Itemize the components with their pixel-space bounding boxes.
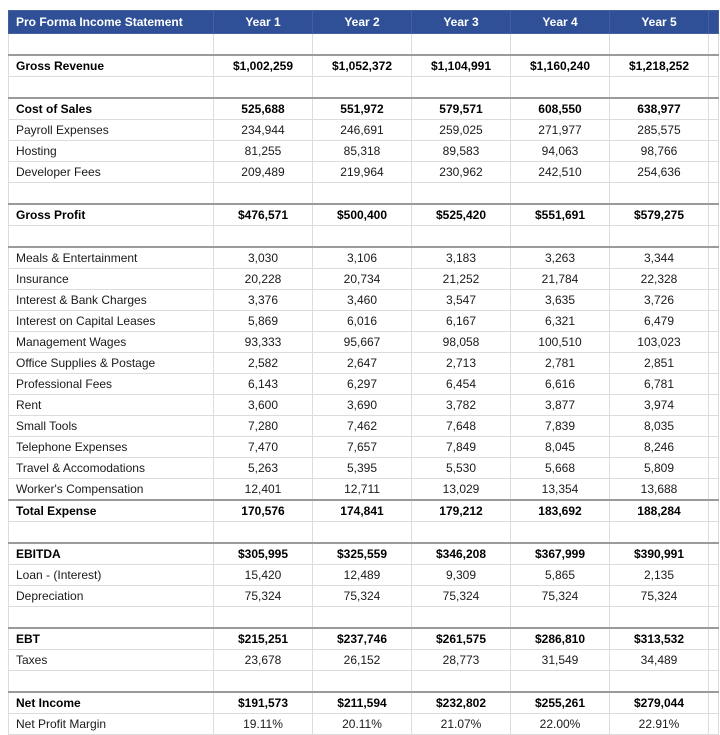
cell-value: 21.07% xyxy=(412,714,511,735)
cell-value xyxy=(313,34,412,56)
sliver-cell xyxy=(709,77,719,99)
row-label xyxy=(9,183,214,205)
cell-value: 21,784 xyxy=(511,269,610,290)
cell-value: 209,489 xyxy=(214,162,313,183)
cell-value: 31,549 xyxy=(511,650,610,671)
cell-value: 13,688 xyxy=(610,479,709,501)
sliver-cell xyxy=(709,522,719,544)
cell-value: $367,999 xyxy=(511,543,610,565)
table-row xyxy=(9,479,719,501)
cell-value: 170,576 xyxy=(214,500,313,522)
table-row xyxy=(9,141,719,162)
sliver-cell xyxy=(709,290,719,311)
cell-value: 234,944 xyxy=(214,120,313,141)
cell-value xyxy=(610,34,709,56)
row-label xyxy=(9,607,214,629)
cell-value: $286,810 xyxy=(511,628,610,650)
cell-value: 3,030 xyxy=(214,247,313,269)
row-label: Meals & Entertainment xyxy=(9,247,214,269)
sliver-cell xyxy=(709,586,719,607)
cell-value xyxy=(313,183,412,205)
cell-value: 12,489 xyxy=(313,565,412,586)
cell-value: 7,657 xyxy=(313,437,412,458)
cell-value: 3,460 xyxy=(313,290,412,311)
cell-value: 3,183 xyxy=(412,247,511,269)
cell-value: 254,636 xyxy=(610,162,709,183)
row-label: Insurance xyxy=(9,269,214,290)
income-statement-table xyxy=(8,10,719,735)
cell-value xyxy=(214,34,313,56)
cell-value: 12,711 xyxy=(313,479,412,501)
cell-value xyxy=(511,34,610,56)
cell-value xyxy=(610,522,709,544)
cell-value: 6,321 xyxy=(511,311,610,332)
cell-value: $551,691 xyxy=(511,204,610,226)
cell-value xyxy=(412,671,511,693)
cell-value: $476,571 xyxy=(214,204,313,226)
sliver-cell xyxy=(709,162,719,183)
cell-value: 22,328 xyxy=(610,269,709,290)
cell-value: 95,667 xyxy=(313,332,412,353)
cell-value xyxy=(313,226,412,248)
sliver-cell xyxy=(709,55,719,77)
cell-value xyxy=(511,522,610,544)
sliver-cell xyxy=(709,671,719,693)
cell-value: $1,104,991 xyxy=(412,55,511,77)
cell-value: 638,977 xyxy=(610,98,709,120)
row-label: Small Tools xyxy=(9,416,214,437)
sliver-cell xyxy=(709,247,719,269)
row-label xyxy=(9,34,214,56)
cell-value: 103,023 xyxy=(610,332,709,353)
cell-value: 2,582 xyxy=(214,353,313,374)
cell-value: $211,594 xyxy=(313,692,412,714)
sliver-cell xyxy=(709,332,719,353)
cell-value xyxy=(313,607,412,629)
table-row xyxy=(9,650,719,671)
cell-value: 174,841 xyxy=(313,500,412,522)
cell-value xyxy=(313,77,412,99)
cell-value xyxy=(412,226,511,248)
cell-value xyxy=(214,183,313,205)
table-row xyxy=(9,162,719,183)
cell-value xyxy=(214,226,313,248)
cell-value: 2,135 xyxy=(610,565,709,586)
spacer-row xyxy=(9,183,719,205)
row-label: Rent xyxy=(9,395,214,416)
sliver-cell xyxy=(709,120,719,141)
row-label: Telephone Expenses xyxy=(9,437,214,458)
table-row xyxy=(9,395,719,416)
table-row xyxy=(9,332,719,353)
table-row xyxy=(9,500,719,522)
table-row xyxy=(9,458,719,479)
sliver-cell xyxy=(709,628,719,650)
row-label: Management Wages xyxy=(9,332,214,353)
table-row xyxy=(9,247,719,269)
cell-value: 21,252 xyxy=(412,269,511,290)
cell-value: 8,035 xyxy=(610,416,709,437)
spacer-row xyxy=(9,226,719,248)
cell-value: 5,809 xyxy=(610,458,709,479)
cell-value: 6,479 xyxy=(610,311,709,332)
cell-value: 2,713 xyxy=(412,353,511,374)
cell-value: $261,575 xyxy=(412,628,511,650)
cell-value: 15,420 xyxy=(214,565,313,586)
cell-value: 2,781 xyxy=(511,353,610,374)
row-label: Worker's Compensation xyxy=(9,479,214,501)
table-row xyxy=(9,98,719,120)
column-header-year-4: Year 4 xyxy=(511,11,610,34)
row-label: Depreciation xyxy=(9,586,214,607)
cell-value: 188,284 xyxy=(610,500,709,522)
cell-value: $346,208 xyxy=(412,543,511,565)
spacer-row xyxy=(9,522,719,544)
cell-value: 6,297 xyxy=(313,374,412,395)
sliver-cell xyxy=(709,565,719,586)
table-row xyxy=(9,714,719,735)
cell-value: 98,766 xyxy=(610,141,709,162)
cell-value: $390,991 xyxy=(610,543,709,565)
row-label xyxy=(9,77,214,99)
cell-value xyxy=(610,671,709,693)
row-label: Net Profit Margin xyxy=(9,714,214,735)
cell-value: $191,573 xyxy=(214,692,313,714)
cell-value: $255,261 xyxy=(511,692,610,714)
table-row xyxy=(9,120,719,141)
table-row xyxy=(9,204,719,226)
cell-value: 22.00% xyxy=(511,714,610,735)
cell-value xyxy=(214,77,313,99)
cell-value: 75,324 xyxy=(313,586,412,607)
cell-value: 94,063 xyxy=(511,141,610,162)
cell-value: 525,688 xyxy=(214,98,313,120)
cell-value xyxy=(412,183,511,205)
cell-value: 219,964 xyxy=(313,162,412,183)
sliver-cell xyxy=(709,98,719,120)
cell-value xyxy=(511,607,610,629)
table-row xyxy=(9,55,719,77)
spacer-row xyxy=(9,607,719,629)
cell-value xyxy=(610,607,709,629)
sliver-cell xyxy=(709,458,719,479)
table-row xyxy=(9,586,719,607)
cell-value: $215,251 xyxy=(214,628,313,650)
cell-value: 93,333 xyxy=(214,332,313,353)
sliver-cell xyxy=(709,416,719,437)
cell-value: 285,575 xyxy=(610,120,709,141)
sliver-cell xyxy=(709,374,719,395)
row-label: Developer Fees xyxy=(9,162,214,183)
cell-value xyxy=(511,183,610,205)
table-row xyxy=(9,692,719,714)
cell-value xyxy=(511,77,610,99)
cell-value: 20.11% xyxy=(313,714,412,735)
cell-value: 75,324 xyxy=(511,586,610,607)
row-label: EBT xyxy=(9,628,214,650)
cell-value xyxy=(313,671,412,693)
row-label xyxy=(9,522,214,544)
cell-value: 6,167 xyxy=(412,311,511,332)
cell-value: $305,995 xyxy=(214,543,313,565)
cell-value: $232,802 xyxy=(412,692,511,714)
cell-value: 98,058 xyxy=(412,332,511,353)
sliver-cell xyxy=(709,226,719,248)
cell-value: 3,547 xyxy=(412,290,511,311)
row-label: Hosting xyxy=(9,141,214,162)
table-row xyxy=(9,416,719,437)
cell-value: $1,002,259 xyxy=(214,55,313,77)
cell-value: 183,692 xyxy=(511,500,610,522)
row-label xyxy=(9,226,214,248)
cell-value: 230,962 xyxy=(412,162,511,183)
cell-value xyxy=(313,522,412,544)
cell-value: $237,746 xyxy=(313,628,412,650)
sliver-cell xyxy=(709,204,719,226)
cell-value: 3,263 xyxy=(511,247,610,269)
column-header-year-3: Year 3 xyxy=(412,11,511,34)
cell-value: 5,395 xyxy=(313,458,412,479)
cell-value xyxy=(610,226,709,248)
cell-value: 13,029 xyxy=(412,479,511,501)
sliver-cell xyxy=(709,183,719,205)
row-label: Office Supplies & Postage xyxy=(9,353,214,374)
sliver-cell xyxy=(709,269,719,290)
cell-value: 6,016 xyxy=(313,311,412,332)
cell-value: 6,143 xyxy=(214,374,313,395)
sliver-cell xyxy=(709,543,719,565)
cell-value: 3,974 xyxy=(610,395,709,416)
cell-value: 3,782 xyxy=(412,395,511,416)
cell-value: 19.11% xyxy=(214,714,313,735)
sliver-cell xyxy=(709,353,719,374)
cell-value: 6,616 xyxy=(511,374,610,395)
cell-value: 2,647 xyxy=(313,353,412,374)
cell-value: 89,583 xyxy=(412,141,511,162)
cell-value: 7,462 xyxy=(313,416,412,437)
row-label: Taxes xyxy=(9,650,214,671)
column-header-year-2: Year 2 xyxy=(313,11,412,34)
cell-value: 3,877 xyxy=(511,395,610,416)
table-row xyxy=(9,311,719,332)
cell-value xyxy=(214,671,313,693)
sliver-cell xyxy=(709,714,719,735)
sliver-cell xyxy=(709,607,719,629)
table-row xyxy=(9,628,719,650)
row-label: Interest on Capital Leases xyxy=(9,311,214,332)
cell-value: 7,849 xyxy=(412,437,511,458)
cell-value: 9,309 xyxy=(412,565,511,586)
row-label: Gross Profit xyxy=(9,204,214,226)
cell-value: 271,977 xyxy=(511,120,610,141)
table-row xyxy=(9,269,719,290)
table-row xyxy=(9,374,719,395)
cell-value xyxy=(511,226,610,248)
cell-value: 5,668 xyxy=(511,458,610,479)
cell-value: 179,212 xyxy=(412,500,511,522)
cell-value: 85,318 xyxy=(313,141,412,162)
cell-value: 7,839 xyxy=(511,416,610,437)
cell-value xyxy=(214,607,313,629)
cell-value: $500,400 xyxy=(313,204,412,226)
cell-value: 22.91% xyxy=(610,714,709,735)
sliver-cell xyxy=(709,479,719,501)
cell-value: 81,255 xyxy=(214,141,313,162)
cell-value xyxy=(412,34,511,56)
column-header-year-1: Year 1 xyxy=(214,11,313,34)
sliver-cell xyxy=(709,395,719,416)
cell-value: 246,691 xyxy=(313,120,412,141)
cell-value: $525,420 xyxy=(412,204,511,226)
row-label: Net Income xyxy=(9,692,214,714)
header-sliver-cell xyxy=(709,11,719,34)
cell-value: 7,470 xyxy=(214,437,313,458)
sliver-cell xyxy=(709,34,719,56)
cell-value: 3,690 xyxy=(313,395,412,416)
cell-value: 608,550 xyxy=(511,98,610,120)
cell-value: $1,160,240 xyxy=(511,55,610,77)
cell-value: $579,275 xyxy=(610,204,709,226)
spacer-row xyxy=(9,34,719,56)
cell-value: 3,106 xyxy=(313,247,412,269)
cell-value xyxy=(214,522,313,544)
cell-value xyxy=(610,183,709,205)
cell-value: 8,045 xyxy=(511,437,610,458)
cell-value: 3,376 xyxy=(214,290,313,311)
cell-value: 6,781 xyxy=(610,374,709,395)
sliver-cell xyxy=(709,311,719,332)
column-header-year-5: Year 5 xyxy=(610,11,709,34)
cell-value: 13,354 xyxy=(511,479,610,501)
cell-value: 28,773 xyxy=(412,650,511,671)
row-label: Gross Revenue xyxy=(9,55,214,77)
table-row xyxy=(9,353,719,374)
sliver-cell xyxy=(709,437,719,458)
row-label xyxy=(9,671,214,693)
cell-value: 3,635 xyxy=(511,290,610,311)
cell-value: 5,530 xyxy=(412,458,511,479)
row-label: EBITDA xyxy=(9,543,214,565)
cell-value: 75,324 xyxy=(412,586,511,607)
cell-value: 579,571 xyxy=(412,98,511,120)
cell-value: 75,324 xyxy=(214,586,313,607)
table-row xyxy=(9,543,719,565)
row-label: Payroll Expenses xyxy=(9,120,214,141)
cell-value: 5,263 xyxy=(214,458,313,479)
row-label: Total Expense xyxy=(9,500,214,522)
cell-value: 34,489 xyxy=(610,650,709,671)
header-row xyxy=(9,11,719,34)
cell-value: 23,678 xyxy=(214,650,313,671)
cell-value: 26,152 xyxy=(313,650,412,671)
cell-value: $325,559 xyxy=(313,543,412,565)
cell-value: 3,726 xyxy=(610,290,709,311)
cell-value: 20,228 xyxy=(214,269,313,290)
cell-value xyxy=(610,77,709,99)
table-row xyxy=(9,437,719,458)
table-row xyxy=(9,565,719,586)
cell-value: 3,600 xyxy=(214,395,313,416)
cell-value xyxy=(412,522,511,544)
cell-value: 6,454 xyxy=(412,374,511,395)
sliver-cell xyxy=(709,141,719,162)
cell-value xyxy=(412,607,511,629)
sliver-cell xyxy=(709,692,719,714)
cell-value xyxy=(511,671,610,693)
statement-title: Pro Forma Income Statement xyxy=(9,11,214,34)
cell-value: 20,734 xyxy=(313,269,412,290)
cell-value: 259,025 xyxy=(412,120,511,141)
cell-value xyxy=(412,77,511,99)
cell-value: 8,246 xyxy=(610,437,709,458)
cell-value: 551,972 xyxy=(313,98,412,120)
table-row xyxy=(9,290,719,311)
cell-value: 7,648 xyxy=(412,416,511,437)
cell-value: 7,280 xyxy=(214,416,313,437)
cell-value: $1,218,252 xyxy=(610,55,709,77)
sliver-cell xyxy=(709,500,719,522)
cell-value: 5,865 xyxy=(511,565,610,586)
cell-value: $1,052,372 xyxy=(313,55,412,77)
cell-value: 3,344 xyxy=(610,247,709,269)
cell-value: 242,510 xyxy=(511,162,610,183)
cell-value: 2,851 xyxy=(610,353,709,374)
cell-value: 5,869 xyxy=(214,311,313,332)
row-label: Travel & Accomodations xyxy=(9,458,214,479)
cell-value: 12,401 xyxy=(214,479,313,501)
spacer-row xyxy=(9,77,719,99)
sliver-cell xyxy=(709,650,719,671)
cell-value: 100,510 xyxy=(511,332,610,353)
cell-value: $313,532 xyxy=(610,628,709,650)
cell-value: 75,324 xyxy=(610,586,709,607)
row-label: Interest & Bank Charges xyxy=(9,290,214,311)
cell-value: $279,044 xyxy=(610,692,709,714)
spacer-row xyxy=(9,671,719,693)
row-label: Loan - (Interest) xyxy=(9,565,214,586)
row-label: Professional Fees xyxy=(9,374,214,395)
row-label: Cost of Sales xyxy=(9,98,214,120)
